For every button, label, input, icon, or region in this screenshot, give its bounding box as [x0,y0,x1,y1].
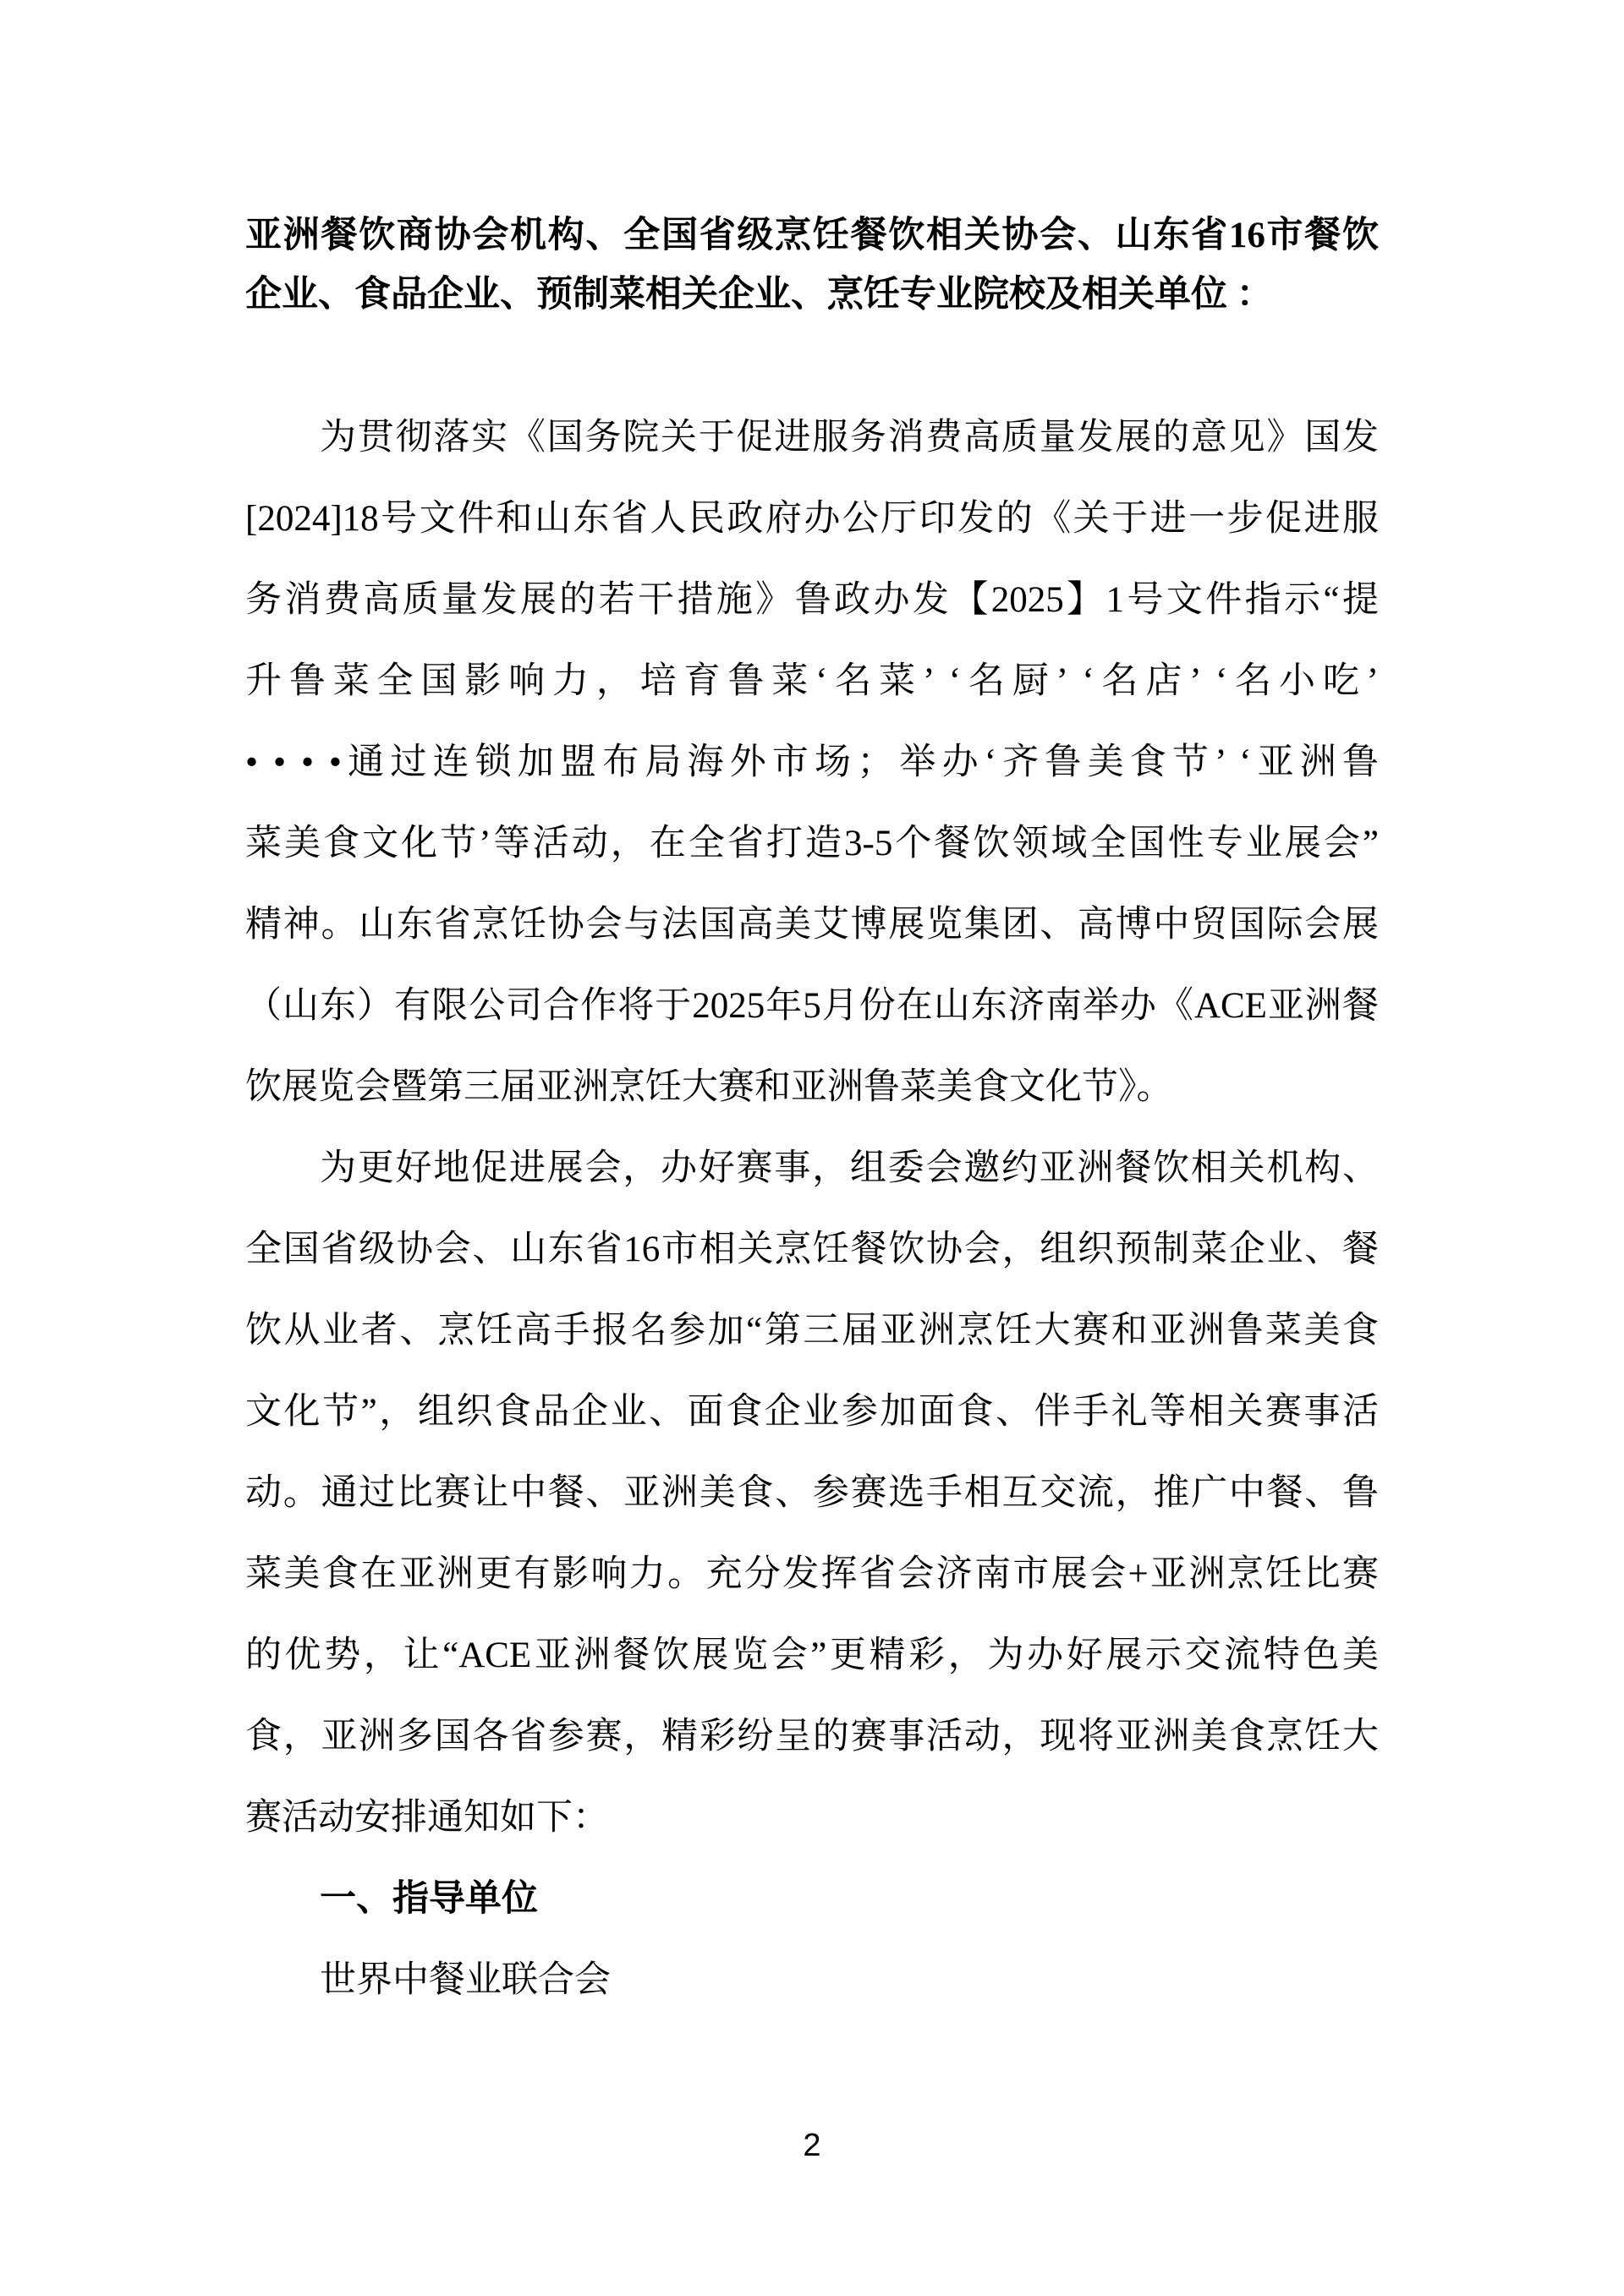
heading-line-1: 亚洲餐饮商协会机构、全国省级烹饪餐饮相关协会、山东省16市餐饮 [245,216,1379,255]
paragraph2-line: 菜美食在亚洲更有影响力。充分发挥省会济南市展会+亚洲烹饪比赛 [245,1554,1380,1594]
paragraph1-line: 务消费高质量发展的若干措施》鲁政办发【2025】1号文件指示“提 [245,580,1379,620]
paragraph1-line: 为贯彻落实《国务院关于促进服务消费高质量发展的意见》国发 [320,418,1379,458]
paragraph2-line: 为更好地促进展会，办好赛事，组委会邀约亚洲餐饮相关机构、 [320,1148,1379,1188]
page-number: 2 [803,2128,821,2163]
paragraph1-line: （山东）有限公司合作将于2025年5月份在山东济南举办《ACE亚洲餐 [245,986,1379,1026]
paragraph1-line: 精神。山东省烹饪协会与法国高美艾博展览集团、高博中贸国际会展 [245,905,1379,945]
heading-line-2: 企业、食品企业、预制菜相关企业、烹饪专业院校及相关单位 ： [245,275,1273,315]
paragraph1-line: 菜美食文化节’等活动，在全省打造3-5个餐饮领域全国性专业展会” [245,824,1379,863]
paragraph2-line: 的优势，让“ACE亚洲餐饮展览会”更精彩，为办好展示交流特色美 [245,1636,1379,1675]
paragraph2-line: 饮从业者、烹饪高手报名参加“第三届亚洲烹饪大赛和亚洲鲁菜美食 [245,1311,1379,1351]
paragraph1-line: 升鲁菜全国影响力，培育鲁菜‘名菜’ ‘名厨’ ‘名店’ ‘名小吃’ [245,661,1379,701]
paragraph2-line: 食，亚洲多国各省参赛，精彩纷呈的赛事活动，现将亚洲美食烹饪大 [245,1717,1379,1756]
section-item: 世界中餐业联合会 [320,1960,611,2000]
section-heading: 一、指导单位 [320,1879,538,1919]
paragraph1-line: [2024]18号文件和山东省人民政府办公厅印发的《关于进一步促进服 [245,499,1379,539]
document-body [245,397,1379,2021]
paragraph2-line: 文化节”，组织食品企业、面食企业参加面食、伴手礼等相关赛事活 [245,1392,1379,1432]
paragraph1-line: • • • •通过连锁加盟布局海外市场；举办‘齐鲁美食节’ ‘亚洲鲁 [245,743,1379,782]
recipient-heading [245,206,1379,325]
paragraph1-line: 饮展览会暨第三届亚洲烹饪大赛和亚洲鲁菜美食文化节》。 [245,1067,1173,1107]
paragraph2-line: 赛活动安排通知如下： [245,1798,609,1838]
paragraph2-line: 动。通过比赛让中餐、亚洲美食、参赛选手相互交流，推广中餐、鲁 [245,1473,1379,1513]
paragraph2-line: 全国省级协会、山东省16市相关烹饪餐饮协会，组织预制菜企业、餐 [245,1230,1379,1269]
